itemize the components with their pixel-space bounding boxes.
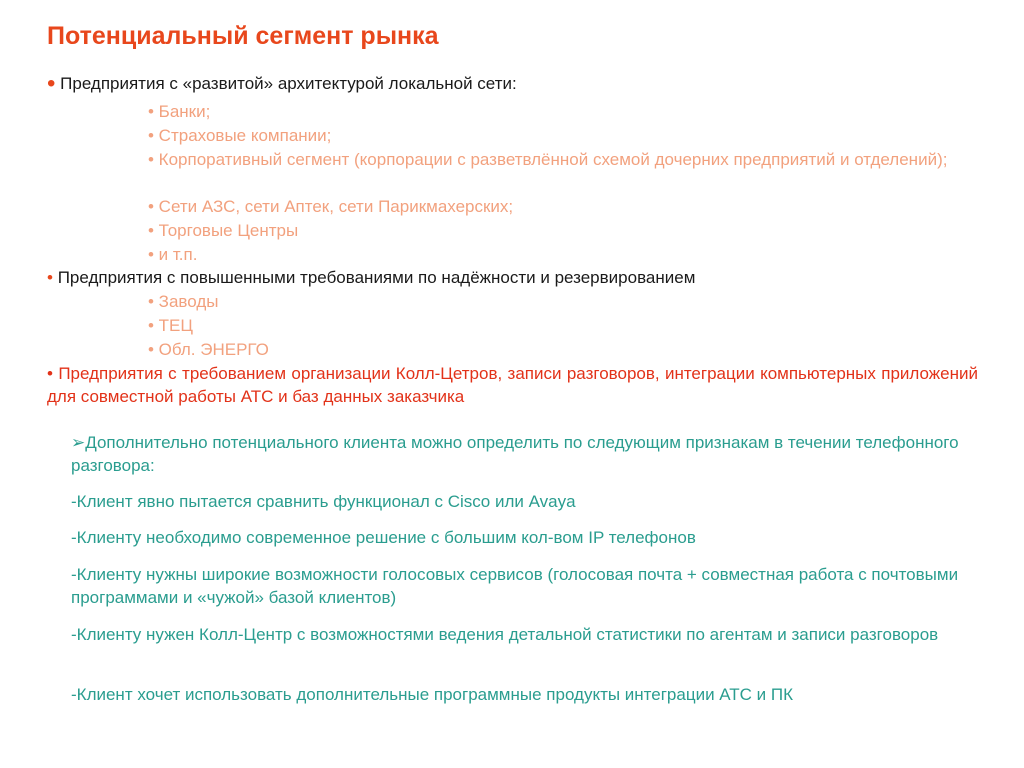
bullet: •: [47, 268, 53, 287]
additional-intro: [71, 431, 981, 477]
list-item: • Торговые Центры: [148, 221, 299, 240]
list-item: -Клиенту нужен Колл-Центр с возможностями ведения детальной статистики по агентам и записи разговоров: [71, 625, 939, 644]
list-item: • ТЕЦ: [148, 316, 193, 335]
section-3-text: Предприятия с требованием организации Колл-Цетров, записи разговоров, интеграции компьютерных приложений для совместной работы АТС и баз данных заказчика: [47, 364, 978, 406]
list-item: • Страховые компании;: [148, 126, 332, 145]
bullet: •: [47, 364, 53, 383]
list-item: • Сети АЗС, сети Аптек, сети Парикмахерских;: [148, 197, 514, 216]
page-title: Потенциальный сегмент рынка: [47, 22, 439, 50]
list-item: -Клиенту нужны широкие возможности голосовых сервисов (голосовая почта + совместная работа с почтовыми программами и «чужой» базой клиентов): [71, 565, 959, 607]
list-item: • Обл. ЭНЕРГО: [148, 340, 269, 359]
list-item: -Клиент явно пытается сравнить функционал с Cisco или Avaya: [71, 492, 576, 511]
list-item: -Клиенту необходимо современное решение с большим кол-вом IP телефонов: [71, 528, 696, 547]
section-3-heading: [47, 362, 978, 408]
list-item: • Корпоративный сегмент (корпорации с разветвлённой схемой дочерних предприятий и отделений);: [148, 150, 948, 169]
section-2-heading: [47, 266, 978, 289]
list-item: • Заводы: [148, 292, 219, 311]
bullet: •: [47, 70, 56, 97]
additional-intro-text: Дополнительно потенциального клиента можно определить по следующим признакам в течении телефонного разговора:: [71, 433, 959, 475]
arrow-bullet-icon: ➢: [71, 433, 86, 452]
section-1-heading: [47, 72, 978, 95]
section-2-text: Предприятия с повышенными требованиями по надёжности и резервированием: [57, 268, 696, 287]
list-item: • Банки;: [148, 102, 211, 121]
list-item: • и т.п.: [148, 245, 198, 264]
section-1-text: Предприятия с «развитой» архитектурой локальной сети:: [60, 74, 517, 93]
list-item: -Клиент хочет использовать дополнительные программные продукты интеграции АТС и ПК: [71, 685, 794, 704]
